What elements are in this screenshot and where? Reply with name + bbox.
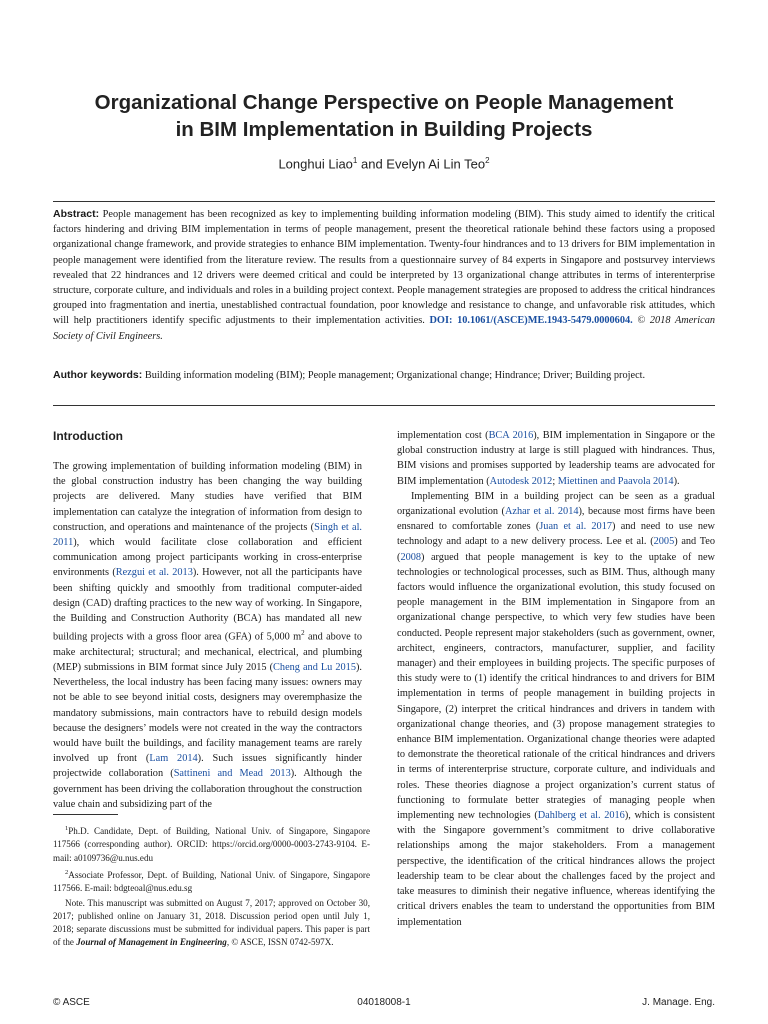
- doi-label: DOI:: [429, 315, 453, 327]
- body-text: ), which would facilitate close collaboration and efficient communication among project participants working in cross-enterprise environments (: [53, 537, 362, 579]
- author-keywords: [53, 368, 715, 383]
- keywords-text: Building information modeling (BIM); People management; Organizational change; Hindrance; Driver; Building project.: [144, 370, 646, 381]
- footnote-marker: 2: [65, 868, 69, 876]
- citation-link[interactable]: 2008: [400, 551, 422, 563]
- footnote-1: [53, 822, 370, 865]
- citation-link[interactable]: Dahlberg et al. 2016: [537, 810, 625, 822]
- doi-link[interactable]: 10.1061/(ASCE)ME.1943-5479.0000604.: [457, 315, 633, 327]
- top-divider: [53, 201, 715, 202]
- abstract-label: Abstract:: [53, 208, 100, 220]
- body-text: ), because most firms have been ensnared to comfortable zones (: [397, 506, 715, 533]
- body-text: ), which is consistent with the Singapore government’s commitment to drive collaborative relationships among the major stakeholders. From a management perspective, the identification of the critical hindrances allows the project leadership team to be clear about the challenges faced by the project and take measures to diminish their negative influence, whereas identifying the critical drivers enables the team to understand the opportunities from BIM implementation: [397, 810, 715, 928]
- citation-link[interactable]: Cheng and Lu 2015: [273, 662, 356, 674]
- citation-link[interactable]: Lam 2014: [149, 753, 198, 765]
- footer-copyright: © ASCE: [53, 997, 90, 1008]
- body-text: implementation cost (: [397, 430, 489, 441]
- author-connector: and: [357, 156, 387, 172]
- body-text: ;: [552, 475, 558, 487]
- citation-link[interactable]: Sattineni and Mead 2013: [173, 768, 291, 780]
- superscript: 2: [301, 629, 305, 638]
- section-heading-introduction: Introduction: [53, 429, 123, 443]
- intro-paragraph-1-cont: [397, 428, 715, 489]
- body-text: ). Although the government has been driving the collaboration throughout the construction value chain and subsidizing part of the: [53, 768, 362, 810]
- citation-link[interactable]: BCA 2016: [488, 430, 534, 441]
- abstract-bottom-divider: [53, 405, 715, 406]
- citation-link[interactable]: Azhar et al. 2014: [504, 506, 579, 518]
- author-1: Longhui Liao: [278, 156, 353, 172]
- footnote-marker: 1: [65, 825, 69, 832]
- journal-name: Journal of Management in Engineering: [76, 937, 227, 948]
- citation-link[interactable]: Juan et al. 2017: [539, 521, 613, 533]
- paper-title: [40, 89, 728, 143]
- citation-link[interactable]: Miettinen and Paavola 2014: [557, 475, 674, 487]
- body-text: and above to make architectural; structural; and mechanical, electrical, and plumbing (MEP) submissions in BIM format since July 2015 (: [53, 631, 362, 674]
- keywords-label: Author keywords:: [53, 369, 143, 381]
- body-text: ). Nevertheless, the local industry has been facing many issues: owners may not be able to see beyond initial costs, designers may overemphasize the mandatory submissions, main contractors have to rebuild design models because the designers’ models were not created in the way the contractors would have built the buildings, and facility management teams are rarely involved up front (: [53, 662, 362, 765]
- copyright-notice: © 2018 American Society of Civil Engineers.: [53, 315, 716, 342]
- footnote-text: Associate Professor, Dept. of Building, National Univ. of Singapore, Singapore 117566. E-mail: bdgteoal@nus.edu.sg: [53, 869, 370, 894]
- author-list: [0, 156, 768, 171]
- citation-link[interactable]: 2005: [653, 536, 675, 548]
- footer-page-id: 04018008-1: [357, 997, 411, 1008]
- citation-link[interactable]: Autodesk 2012: [489, 475, 553, 487]
- author-1-affiliation: 1: [352, 156, 358, 165]
- footnote-divider: [53, 814, 118, 815]
- body-text: ). Such issues significantly hinder projectwide collaboration (: [53, 753, 363, 780]
- body-text: The growing implementation of building information modeling (BIM) in the global construction industry has been changing the way building projects are delivered. Many studies have verified that BIM implementation can catalyze the integration of information from design to construction, and operations and maintenance of the projects (: [53, 461, 362, 533]
- intro-paragraph-2: [397, 489, 715, 930]
- abstract: [53, 207, 715, 344]
- body-text: ), BIM implementation in Singapore or the global construction industry at large is still plagued with hindrances. Thus, BIM visions and promises supported by leadership teams are advocated for BIM implementation (: [397, 430, 715, 487]
- footnote-2: [53, 866, 370, 896]
- manuscript-note: [53, 897, 370, 950]
- body-text: ) and need to use new technology and adapt to a new delivery process. Lee et al. (: [397, 521, 715, 548]
- body-text: Implementing BIM in a building project can be seen as a gradual organizational evolution (: [397, 490, 715, 518]
- title-line-1: Organizational Change Perspective on People Management: [94, 91, 674, 114]
- footnote-text: Ph.D. Candidate, Dept. of Building, National Univ. of Singapore, Singapore 117566 (corresponding author). ORCID: https://orcid.org/0000-0003-2743-9104. E-mail: a0109736@u.nus.edu: [53, 826, 370, 863]
- footnotes: [53, 822, 370, 951]
- intro-paragraph-1: [53, 459, 362, 812]
- note-text: , © ASCE, ISSN 0742-597X.: [226, 937, 334, 948]
- author-2: Evelyn Ai Lin Teo: [386, 156, 486, 172]
- note-text: Note. This manuscript was submitted on August 7, 2017; approved on October 30, 2017; published online on January 31, 2018. Discussion period open until July 1, 2018; separate discussions must be submitted for individual papers. This paper is part of the: [53, 897, 370, 948]
- right-column: [397, 428, 715, 930]
- body-text: ) and Teo (: [397, 536, 715, 563]
- footer-journal: J. Manage. Eng.: [642, 997, 715, 1008]
- abstract-text: People management has been recognized as key to implementing building information modeling (BIM). This study aimed to identify the critical factors hindering and driving BIM implementation in terms of people management, present the theoretical rationale behind these factors using a proposed organizational change framework, and provide strategies to enhance BIM implementation. Twenty-four hindrances and to 13 drivers for BIM implementation in people management were identified from the literature review. The results from a questionnaire survey of 84 experts in Singapore and postsurvey interviews revealed that 22 hindrances and 12 drivers were deemed critical and could be interpreted by 13 organizational change attributes in terms of interenterprise structure, corporate culture, and individuals and roles in a building project context. People management strategies are proposed to address the critical hindrances grouped into fragmentation and inertia, unestablished contractual foundation, poor knowledge and resistance to change, and unfavorable risk attitudes, which will help practitioners identify specific adjustments to their implementation activities.: [53, 209, 715, 327]
- body-text: ).: [673, 475, 680, 487]
- citation-link[interactable]: Rezgui et al. 2013: [115, 567, 193, 579]
- author-2-affiliation: 2: [485, 156, 490, 165]
- body-text: ) argued that people management is key to the uptake of new technologies or technological processes, such as BIM. Thus, although many factors would influence the organizational evolution, this study focused on people management in the BIM implementation in Singapore from an organizational change perspective, to which very few studies have been conducted. People represent major stakeholders (such as government, owner, architect, engineers, contractors, manufacturer, supplier, and facility manager) and their employees in building projects. The specific purposes of this study were to (1) identify the critical hindrances to and drivers for BIM implementation in terms of people management in building projects in Singapore, (2) interpret the critical hindrances and drivers in tandem with organizational change theories, and (3) propose management strategies to enhance BIM implementation. Organizational change theories were adapted to demonstrate the theoretical rationale of the critical hindrances and drivers in terms of interenterprise structure, corporate culture, and individuals and roles. These theories diagnose a project organization’s current status of functioning to formulate better strategies of managing people when implementing new technologies (: [397, 551, 715, 822]
- title-line-2: in BIM Implementation in Building Projects: [175, 118, 593, 141]
- left-column: [53, 459, 362, 812]
- body-text: ). However, not all the participants have been shifting quickly and smoothly from traditional computer-aided design (CAD) drafting practices to the new way of working. In Singapore, the Building and Construction Authority (BCA) has mandated all new building projects with a gross floor area (GFA) of 5,000 m: [53, 567, 363, 643]
- citation-link[interactable]: Singh et al. 2011: [53, 521, 363, 549]
